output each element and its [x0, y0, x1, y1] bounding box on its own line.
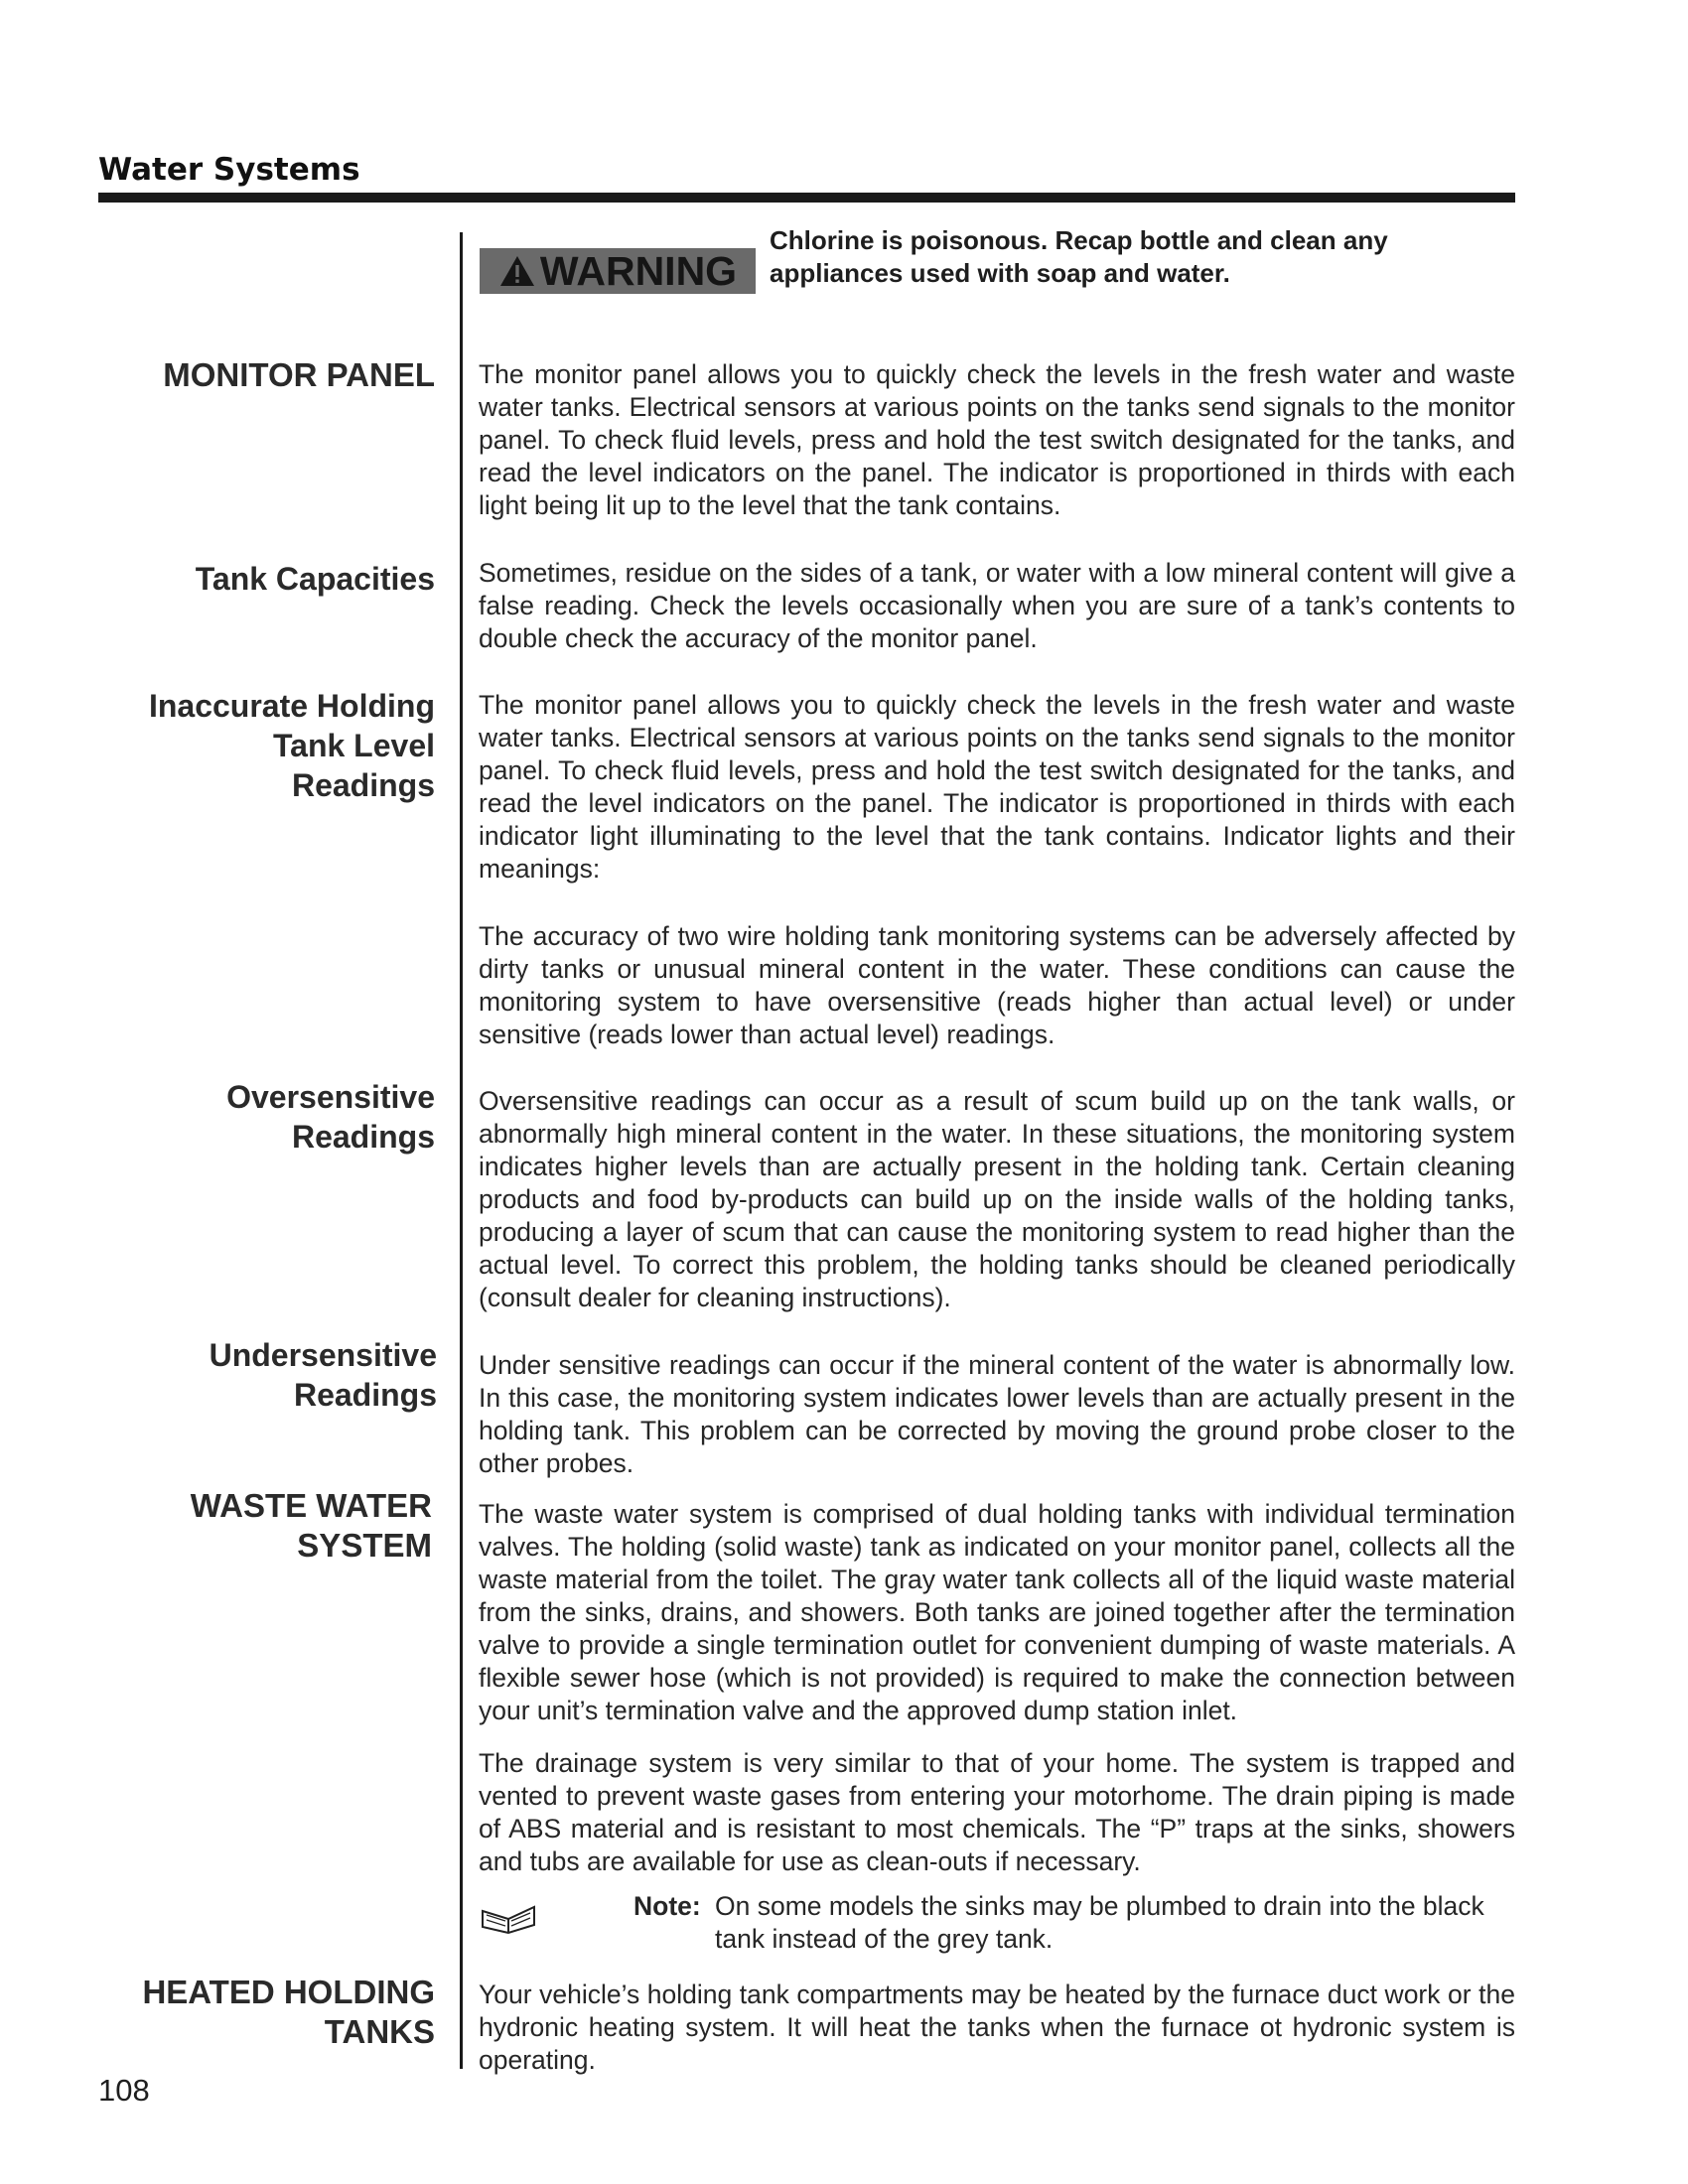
- header-rule: [98, 193, 1515, 203]
- heading-heated-holding-tanks: [142, 1973, 435, 2052]
- page-number: 108: [98, 2073, 150, 2108]
- paragraph-inaccurate-2: The accuracy of two wire holding tank monitoring systems can be adversely affected by dirty tanks or unusual mineral content in the water. These conditions can cause the monitoring system to have oversensitive (reads higher than actual level) or under sensitive (reads lower than actual level) readings.: [479, 921, 1515, 1049]
- heading-line: Oversensitive: [226, 1079, 435, 1115]
- heading-line: Inaccurate Holding: [148, 688, 435, 724]
- warning-badge: [480, 248, 756, 294]
- heading-line: HEATED HOLDING: [142, 1974, 435, 2010]
- heading-line: Readings: [293, 1377, 437, 1413]
- paragraph-waste-water-1: The waste water system is comprised of dual holding tanks with individual termination valves. The holding (solid waste) tank as indicated on your monitor panel, collects all the waste material from the toilet. The gray water tank collects all of the liquid waste material from the sinks, drains, and showers. Both tanks are joined together after the termination valve to provide a single termination outlet for convenient dumping of waste materials. A flexible sewer hose (which is not provided) is required to make the connection between your unit’s termination valve and the approved dump station inlet.: [479, 1499, 1515, 1725]
- heading-monitor-panel: MONITOR PANEL: [163, 356, 435, 393]
- heading-line: TANKS: [324, 2013, 435, 2050]
- paragraph-heated-holding-tanks: Your vehicle’s holding tank compartments may be heated by the furnace duct work or the hydronic heating system. It will heat the tanks when the furnace ot hydronic system is operating.: [479, 1979, 1515, 2075]
- paragraph-waste-water-2: The drainage system is very similar to that of your home. The system is trapped and vented to prevent waste gases from entering your motorhome. The drain piping is made of ABS material and is resistant to most chemicals. The “P” traps at the sinks, showers and tubs are available for use as clean-outs if necessary.: [479, 1748, 1515, 1876]
- heading-tank-capacities: Tank Capacities: [195, 561, 435, 597]
- paragraph-inaccurate-1: The monitor panel allows you to quickly check the levels in the fresh water and waste water tanks. Electrical sensors at various points on the tanks send signals to the monitor panel. To check fluid levels, press and hold the test switch designated for the tanks, and read the level indicators on the panel. The indicator is proportioned in thirds with each indicator light illuminating to the level that the tank contains. Indicator lights and their meanings:: [479, 690, 1515, 884]
- note-text: On some models the sinks may be plumbed to drain into the black tank instead of the grey tank.: [715, 1891, 1484, 1954]
- warning-text: Chlorine is poisonous. Recap bottle and clean any appliances used with soap and water.: [770, 225, 1388, 288]
- open-book-icon: [479, 1901, 538, 1935]
- heading-line: Tank Level: [272, 728, 435, 763]
- heading-inaccurate-readings: [149, 686, 435, 805]
- heading-waste-water-system: [191, 1486, 432, 1566]
- heading-line: Undersensitive: [209, 1337, 437, 1373]
- heading-line: SYSTEM: [297, 1527, 432, 1564]
- heading-line: WASTE WATER: [190, 1487, 432, 1524]
- heading-oversensitive: [226, 1077, 435, 1157]
- column-divider: [460, 232, 463, 2069]
- paragraph-monitor-panel: The monitor panel allows you to quickly check the levels in the fresh water and waste water tanks. Electrical sensors at various points on the tanks send signals to the monitor panel. To check fluid levels, press and hold the test switch designated for the tanks, and read the level indicators on the panel. The indicator is proportioned in thirds with each light being lit up to the level that the tank contains.: [479, 359, 1515, 520]
- heading-undersensitive: [210, 1335, 437, 1415]
- note-label: Note:: [633, 1891, 701, 1921]
- paragraph-oversensitive: Oversensitive readings can occur as a result of scum build up on the tank walls, or abnormally high mineral content in the water. In these situations, the monitoring system indicates higher levels than are actually present in the holding tank. Certain cleaning products and food by-products can build up on the inside walls of the holding tanks, producing a layer of scum that can cause the monitoring system to read higher than the actual level. To correct this problem, the holding tanks should be cleaned periodically (consult dealer for cleaning instructions).: [479, 1086, 1515, 1312]
- heading-line: Readings: [291, 767, 435, 803]
- paragraph-undersensitive: Under sensitive readings can occur if the mineral content of the water is abnormally low. In this case, the monitoring system indicates lower levels than are actually present in the holding tank. This problem can be corrected by moving the ground probe closer to the other probes.: [479, 1350, 1515, 1478]
- page-header-title: Water Systems: [98, 152, 360, 188]
- warning-label: WARNING: [539, 247, 738, 294]
- warning-triangle-icon: [498, 254, 536, 288]
- heading-line: Readings: [291, 1119, 435, 1155]
- paragraph-tank-capacities: Sometimes, residue on the sides of a tank, or water with a low mineral content will give a false reading. Check the levels occasionally when you are sure of a tank’s contents to double check the accuracy of the monitor panel.: [479, 558, 1515, 653]
